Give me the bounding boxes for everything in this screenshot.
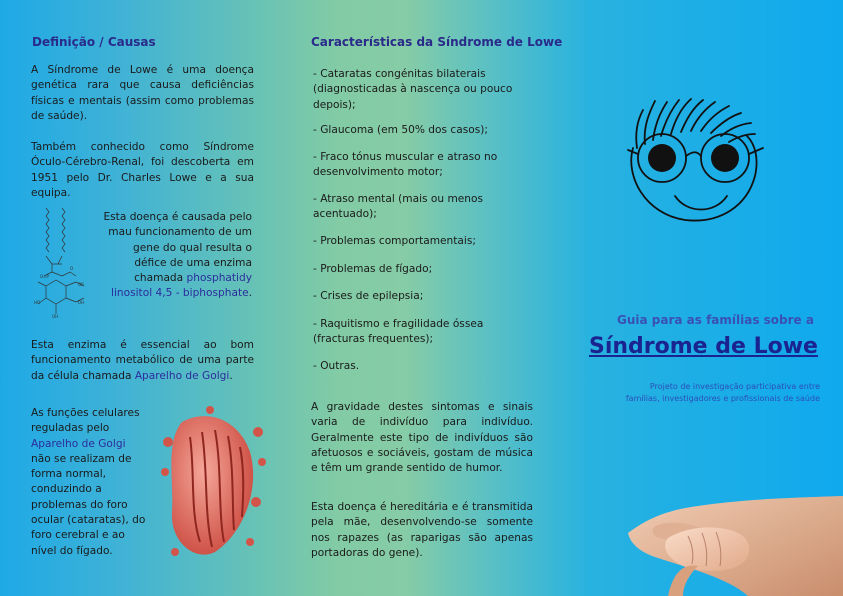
golgi-link[interactable]: Aparelho de Golgi — [134, 369, 230, 382]
definition-paragraph: A Síndrome de Lowe é uma doença genética rara que causa deficiências físicas e mentais (assim como problemas de saúde). — [31, 64, 254, 122]
text-line: reguladas pelo — [31, 422, 110, 435]
feature-item: - Raquitismo e fragilidade óssea (fracturas frequentes); — [313, 318, 484, 346]
enzyme-name-link-cont[interactable]: linositol 4,5 - biphosphate — [111, 287, 249, 300]
text-line: As funções celulares — [31, 407, 140, 419]
cover-project-note — [600, 381, 820, 405]
heredity-paragraph: Esta doença é hereditária e é transmitida pela mãe, desenvolvendo-se somente nos rapazes (as raparigas são apenas portadoras do gene). — [311, 501, 533, 559]
golgi-link-2[interactable]: Aparelho de Golgi — [31, 437, 126, 450]
feature-item: - Fraco tónus muscular e atraso no desenvolvimento motor; — [313, 151, 498, 179]
svg-text:HO: HO — [34, 300, 41, 305]
feature-item: - Glaucoma (em 50% dos casos); — [313, 124, 488, 136]
text-line: foro cerebral e ao — [31, 529, 125, 542]
text-line: famílias, investigadores e profissionais de saúde — [625, 394, 820, 403]
text-line: chamada — [134, 272, 187, 285]
enzyme-cause-paragraph — [96, 210, 252, 302]
text-line: ocular (cataratas), do — [31, 514, 146, 527]
text-line: gene do qual resulta o — [133, 241, 252, 254]
svg-text:OH: OH — [52, 314, 59, 319]
feature-item: - Crises de epilepsia; — [313, 290, 424, 302]
hands-photo — [628, 488, 843, 596]
enzyme-essential-paragraph — [31, 338, 254, 384]
cartoon-face-illustration — [625, 96, 775, 231]
text-line: Projeto de investigação participativa entre — [649, 382, 820, 391]
text-line: . — [248, 287, 252, 300]
feature-item: - Atraso mental (mais ou menos acentuado); — [313, 193, 484, 221]
text-line: problemas do foro — [31, 498, 128, 511]
history-paragraph: Também conhecido como Síndrome Óculo-Cérebro-Renal, foi descoberta em 1951 pelo Dr. Charles Lowe e a sua equipa. — [31, 141, 254, 199]
svg-text:O: O — [70, 266, 74, 271]
feature-item: - Outras. — [313, 360, 360, 372]
text-line: forma normal, — [31, 468, 107, 481]
text-line: Esta doença é causada pelo — [103, 211, 252, 223]
cover-title: Síndrome de Lowe — [589, 334, 818, 359]
text-line: conduzindo a — [31, 483, 102, 496]
middle-heading: Características da Síndrome de Lowe — [311, 35, 563, 49]
feature-item: - Cataratas congénitas bilaterais (diagnosticadas à nascença ou pouco depois); — [313, 68, 513, 111]
golgi-functions-paragraph — [31, 406, 161, 559]
cover-subtitle: Guia para as famílias sobre a — [617, 313, 814, 327]
text-line: não se realizam de — [31, 452, 132, 465]
text-line: défice de uma enzima — [134, 256, 252, 269]
text-line: . — [229, 369, 233, 382]
enzyme-name-link[interactable]: phosphatidy — [186, 272, 252, 285]
left-heading: Definição / Causas — [32, 35, 156, 49]
molecule-illustration — [32, 204, 92, 319]
feature-item: - Problemas comportamentais; — [313, 235, 476, 247]
text-line: mau funcionamento de um — [108, 226, 252, 239]
svg-text:OP: OP — [78, 282, 84, 287]
text-line: nível do fígado. — [31, 544, 113, 557]
svg-text:O=P: O=P — [40, 274, 49, 279]
svg-text:OH: OH — [78, 300, 85, 305]
feature-item: - Problemas de fígado; — [313, 263, 433, 275]
text-line: Esta enzima é essencial ao bom funcionamento metabólico de uma parte da célula chamada — [31, 339, 254, 382]
golgi-apparatus-illustration — [160, 402, 270, 562]
severity-paragraph: A gravidade destes sintomas e sinais varia de indivíduo para indivíduo. Geralmente este tipo de indivíduos são afetuosos e sociáveis, gostam de música e têm um grande sentido de humor. — [311, 401, 533, 475]
